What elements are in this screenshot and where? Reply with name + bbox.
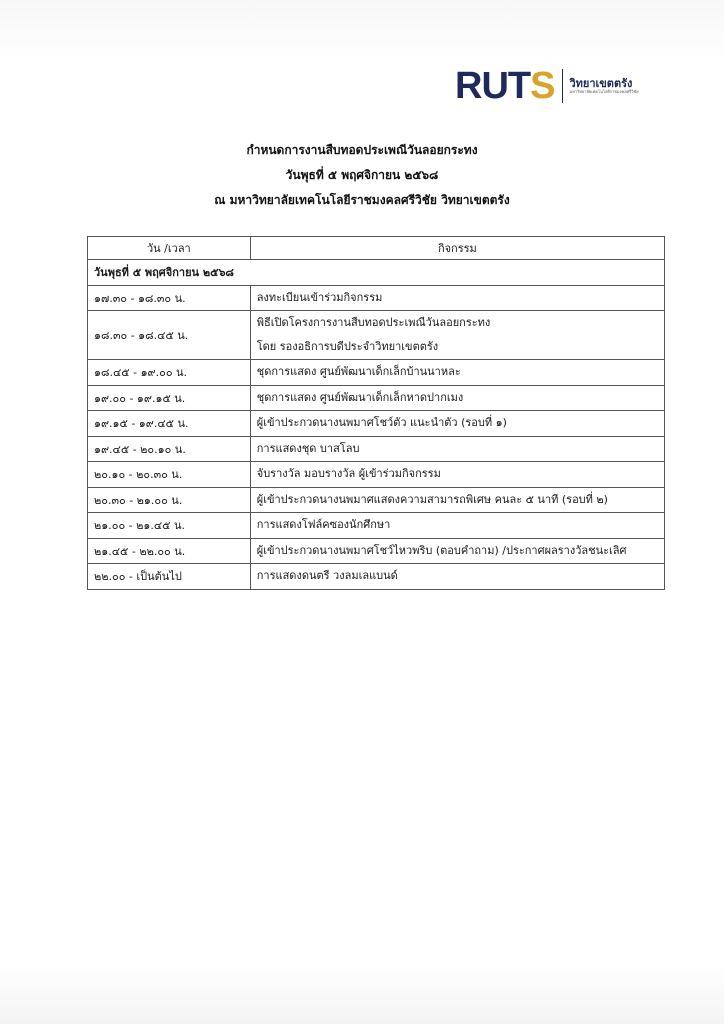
activity-cell [250,285,664,311]
title-line-3: ณ มหาวิทยาลัยเทคโนโลยีราชมงคลศรีวิชัย วิทยาเขตตรัง [214,193,510,207]
table-row [88,564,665,590]
activity-text: ผู้เข้าประกวดนางนพมาศโชว์ตัว แนะนำตัว (รอบที่ ๑) [256,416,507,430]
time-cell: ๑๘.๔๕ - ๑๙.๐๐ น. [88,360,251,386]
time-cell: ๒๒.๐๐ - เป็นต้นไป [88,564,251,590]
ruts-logo [455,64,660,108]
table-row [88,436,665,462]
header-activity: กิจกรรม [250,237,664,260]
table-header-row [88,237,665,260]
logo-text [569,77,638,95]
table-row [88,462,665,488]
activity-cell [250,311,664,360]
activity-cell [250,360,664,386]
table-row [88,487,665,513]
table-row [88,513,665,539]
activity-cell [250,564,664,590]
activity-text: ชุดการแสดง ศูนย์พัฒนาเด็กเล็กบ้านนาหละ [256,365,461,379]
activity-cell [250,487,664,513]
time-cell: ๑๘.๓๐ - ๑๘.๔๕ น. [88,311,251,360]
activity-text: ผู้เข้าประกวดนางนพมาศแสดงความสามารถพิเศษ คนละ ๕ นาที (รอบที่ ๒) [256,492,608,506]
activity-cell [250,436,664,462]
activity-text: การแสดงชุด บาสโลบ [256,441,360,455]
table-row [88,360,665,386]
time-cell: ๑๙.๐๐ - ๑๙.๑๕ น. [88,385,251,411]
activity-cell [250,462,664,488]
activity-text: ชุดการแสดง ศูนย์พัฒนาเด็กเล็กหาดปากเมง [256,390,464,404]
activity-text: พิธีเปิดโครงการงานสืบทอดประเพณีวันลอยกระทง [256,316,491,329]
activity-cell [250,411,664,437]
title-line-2: วันพุธที่ ๕ พฤศจิกายน ๒๕๖๘ [285,168,439,182]
date-row [88,260,665,286]
time-cell: ๑๗.๓๐ - ๑๘.๓๐ น. [88,285,251,311]
title-line-1: กำหนดการงานสืบทอดประเพณีวันลอยกระทง [246,143,478,157]
time-cell: ๒๐.๓๐ - ๒๑.๐๐ น. [88,487,251,513]
activity-cell [250,385,664,411]
activity-cell [250,513,664,539]
logo-divider [562,69,563,103]
document-title [0,138,724,213]
logo-campus-name: วิทยาเขตตรัง [569,77,633,90]
table-row [88,385,665,411]
header-time: วัน /เวลา [88,237,251,260]
time-cell: ๑๙.๔๕ - ๒๐.๑๐ น. [88,436,251,462]
table-row [88,538,665,564]
logo-university-name: มหาวิทยาลัยเทคโนโลยีราชมงคลศรีวิชัย [569,89,639,95]
time-cell: ๒๑.๐๐ - ๒๑.๔๕ น. [88,513,251,539]
activity-text: การแสดงโฟล์คซองนักศึกษา [256,518,391,532]
activity-text: จับรางวัล มอบรางวัล ผู้เข้าร่วมกิจกรรม [256,467,441,481]
activity-text: ลงทะเบียนเข้าร่วมกิจกรรม [256,290,383,304]
table-row [88,285,665,311]
activity-text: โดย รองอธิการบดีประจำวิทยาเขตตรัง [256,340,439,353]
date-cell: วันพุธที่ ๕ พฤศจิกายน ๒๕๖๘ [88,260,665,286]
table-row [88,411,665,437]
logo-mark: RUTS [455,65,555,107]
schedule-table [87,236,665,590]
time-cell: ๒๐.๑๐ - ๒๐.๓๐ น. [88,462,251,488]
table-row [88,311,665,360]
activity-cell [250,538,664,564]
activity-text: ผู้เข้าประกวดนางนพมาศโชว์ไหวพริบ (ตอบคำถาม) /ประกาศผลรางวัลชนะเลิศ [256,543,627,557]
activity-text: การแสดงดนตรี วงลมเลแบนด์ [256,569,398,583]
time-cell: ๒๑.๔๕ - ๒๒.๐๐ น. [88,538,251,564]
time-cell: ๑๙.๑๕ - ๑๙.๔๕ น. [88,411,251,437]
